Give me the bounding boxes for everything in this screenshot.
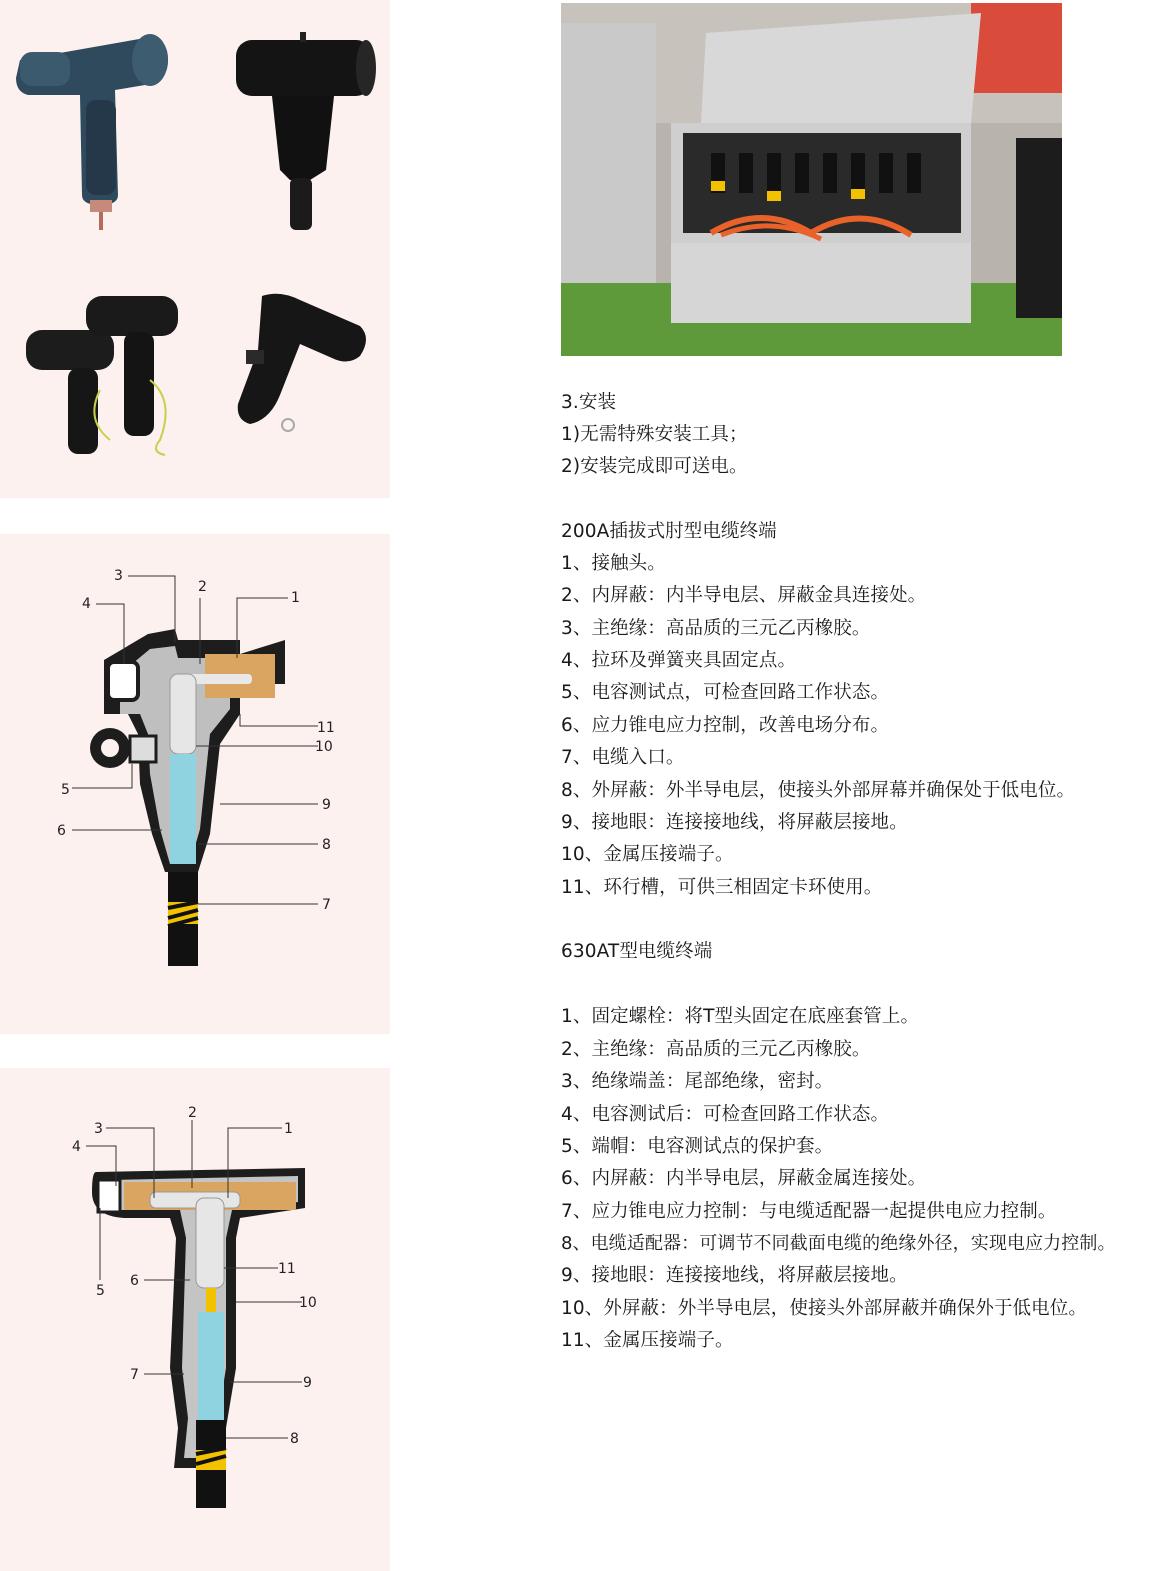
elbow-item-6: 6、应力锥电应力控制，改善电场分布。	[561, 715, 890, 736]
install-item-1: 1)无需特殊安装工具；	[561, 424, 748, 445]
elbow-label-7: 7	[322, 897, 331, 913]
elbow-label-4: 4	[82, 596, 91, 612]
tee-label-7: 7	[130, 1367, 139, 1383]
tee-label-8: 8	[290, 1431, 299, 1447]
tee-label-9: 9	[303, 1375, 312, 1391]
product-photos-panel	[0, 0, 390, 498]
tee-item-11: 11、金属压接端子。	[561, 1330, 734, 1351]
speaker	[1016, 138, 1062, 318]
install-item-2: 2)安装完成即可送电。	[561, 456, 748, 477]
t-connector-black-photo	[236, 32, 376, 230]
tee-item-10: 10、外屏蔽：外半导电层，使接头外部屏蔽并确保外于低电位。	[561, 1298, 1087, 1319]
elbow-label-3: 3	[114, 568, 123, 584]
elbow-item-7: 7、电缆入口。	[561, 747, 685, 768]
elbow-label-1: 1	[291, 590, 300, 606]
straight-connectors-photo	[26, 296, 178, 455]
elbow-label-5: 5	[61, 782, 70, 798]
elbow-label-11: 11	[317, 720, 335, 736]
tee-label-4: 4	[72, 1139, 81, 1155]
elbow-label-8: 8	[322, 837, 331, 853]
elbow-item-8: 8、外屏蔽：外半导电层，使接头外部屏幕并确保处于低电位。	[561, 780, 1076, 801]
tee-label-3: 3	[94, 1121, 103, 1137]
tee-item-1: 1、固定螺栓：将T型头固定在底座套管上。	[561, 1006, 920, 1027]
elbow-connector-blue-photo	[16, 34, 168, 230]
tee-item-6: 6、内屏蔽：内半导电层，屏蔽金属连接处。	[561, 1168, 927, 1189]
elbow-label-10: 10	[315, 739, 333, 755]
elbow-item-10: 10、金属压接端子。	[561, 844, 734, 865]
tee-item-9: 9、接地眼：连接接地线，将屏蔽层接地。	[561, 1265, 908, 1286]
elbow-item-9: 9、接地眼：连接接地线，将屏蔽层接地。	[561, 812, 908, 833]
product-photos	[0, 0, 390, 498]
tee-item-2: 2、主绝缘：高品质的三元乙丙橡胶。	[561, 1039, 871, 1060]
install-heading: 3.安装	[561, 392, 617, 413]
tee-label-2: 2	[188, 1105, 197, 1121]
tee-label-5: 5	[96, 1283, 105, 1299]
tee-item-7: 7、应力锥电应力控制：与电缆适配器一起提供电应力控制。	[561, 1201, 1057, 1222]
elbow-label-9: 9	[322, 797, 331, 813]
tee-cross-section-diagram	[0, 1068, 390, 1571]
tee-label-6: 6	[130, 1273, 139, 1289]
elbow-item-11: 11、环行槽，可供三相固定卡环使用。	[561, 877, 883, 898]
elbow-diagram-panel	[0, 534, 390, 1034]
elbow-cross-section-diagram	[0, 534, 390, 1034]
elbow-item-1: 1、接触头。	[561, 553, 666, 574]
elbow-item-2: 2、内屏蔽：内半导电层、屏蔽金具连接处。	[561, 585, 927, 606]
elbow-label-2: 2	[198, 579, 207, 595]
tee-item-5: 5、端帽：电容测试点的保护套。	[561, 1136, 834, 1157]
tee-label-10: 10	[299, 1295, 317, 1311]
tee-item-3: 3、绝缘端盖：尾部绝缘，密封。	[561, 1071, 834, 1092]
elbow-item-5: 5、电容测试点，可检查回路工作状态。	[561, 682, 890, 703]
tee-diagram-panel	[0, 1068, 390, 1571]
elbow-connector-black-photo	[238, 294, 366, 431]
tee-title: 630AT型电缆终端	[561, 941, 713, 962]
tee-item-4: 4、电容测试后：可检查回路工作状态。	[561, 1104, 890, 1125]
elbow-label-6: 6	[57, 823, 66, 839]
elbow-item-3: 3、主绝缘：高品质的三元乙丙橡胶。	[561, 618, 871, 639]
switchgear-cabinet-photo	[561, 3, 1062, 356]
tee-label-11: 11	[278, 1261, 296, 1277]
elbow-title: 200A插拔式肘型电缆终端	[561, 521, 777, 542]
tee-label-1: 1	[284, 1121, 293, 1137]
elbow-item-4: 4、拉环及弹簧夹具固定点。	[561, 650, 797, 671]
tee-item-8: 8、电缆适配器：可调节不同截面电缆的绝缘外径，实现电应力控制。	[561, 1233, 1116, 1254]
